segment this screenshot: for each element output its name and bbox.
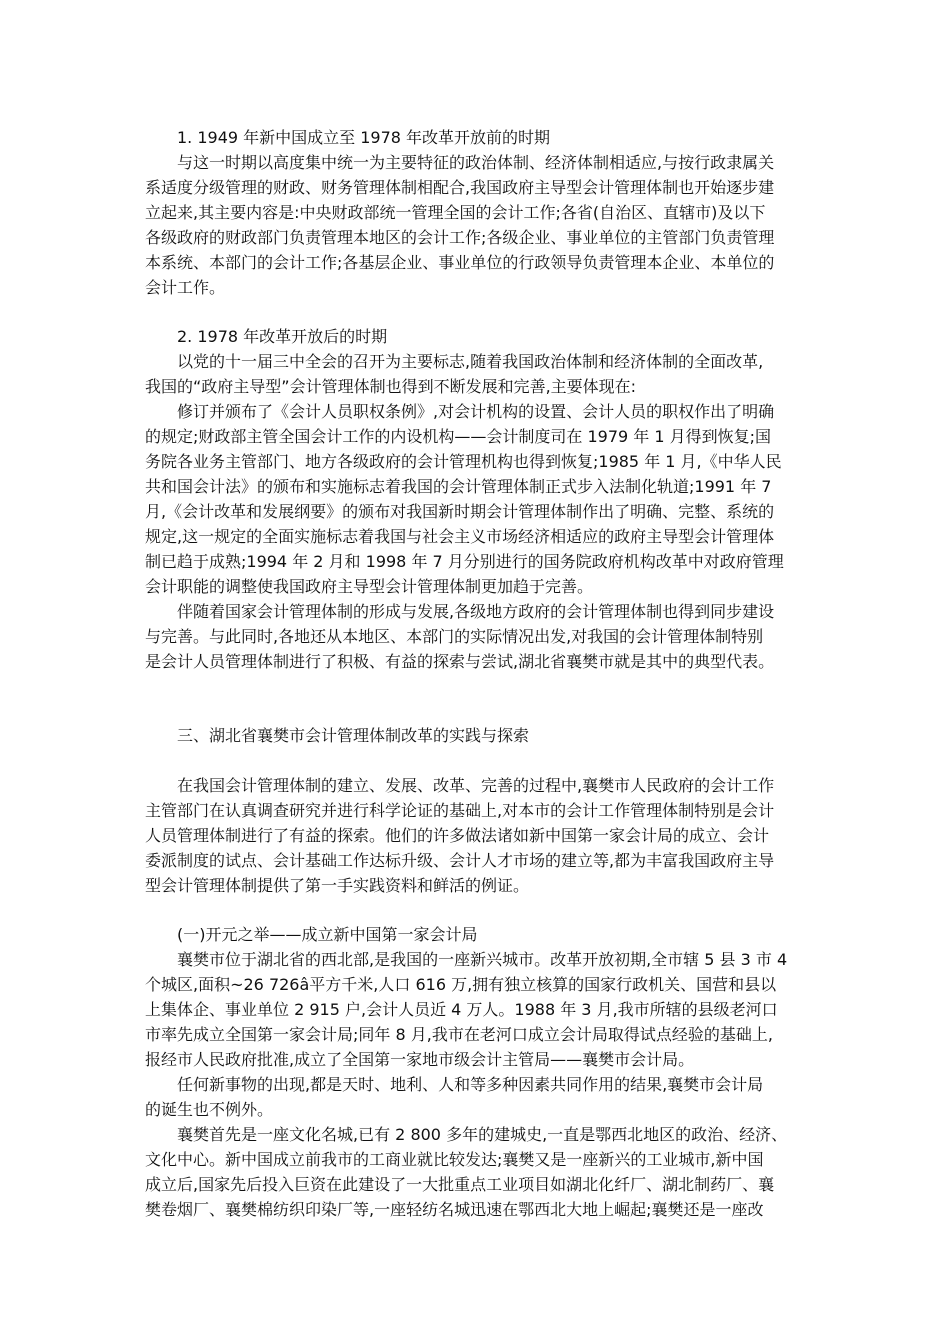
paragraph-line: 务院各业务主管部门、地方各级政府的会计管理机构也得到恢复;1985 年 1 月,《中华人民 [145,452,782,471]
paragraph-line: 人员管理体制进行了有益的探索。他们的许多做法诸如新中国第一家会计局的成立、会计 [145,826,770,845]
paragraph-line: 本系统、本部门的会计工作;各基层企业、事业单位的行政领导负责管理本企业、本单位的 [145,253,775,272]
paragraph-line: 市率先成立全国第一家会计局;同年 8 月,我市在老河口成立会计局取得试点经验的基础上, [145,1025,773,1044]
section-heading: 三、湖北省襄樊市会计管理体制改革的实践与探索 [177,726,530,745]
paragraph-line: 主管部门在认真调查研究并进行科学论证的基础上,对本市的会计工作管理体制特别是会计 [145,801,775,820]
paragraph-line: 会计工作。 [145,278,226,297]
paragraph-line: 系适度分级管理的财政、财务管理体制相配合,我国政府主导型会计管理体制也开始逐步建 [145,178,775,197]
paragraph-line: 上集体企、事业单位 2 915 户,会计人员近 4 万人。1988 年 3 月,我市所辖的县级老河口 [145,1000,778,1019]
paragraph-line: 制已趋于成熟;1994 年 2 月和 1998 年 7 月分别进行的国务院政府机构改革中对政府管理 [145,552,784,571]
paragraph-line: 以党的十一届三中全会的召开为主要标志,随着我国政治体制和经济体制的全面改革, [177,352,764,371]
paragraph-line: 立起来,其主要内容是:中央财政部统一管理全国的会计工作;各省(自治区、直辖市)及以下 [145,203,766,222]
paragraph-line: 的规定;财政部主管全国会计工作的内设机构——会计制度司在 1979 年 1 月得到恢复;国 [145,427,772,446]
section-heading: 1. 1949 年新中国成立至 1978 年改革开放前的时期 [177,128,551,147]
paragraph-line: 共和国会计法》的颁布和实施标志着我国的会计管理体制正式步入法制化轨道;1991 年 7 [145,477,772,496]
paragraph-line: 伴随着国家会计管理体制的形成与发展,各级地方政府的会计管理体制也得到同步建设 [177,602,775,621]
paragraph-line: 个城区,面积~26 726â平方千米,人口 616 万,拥有独立核算的国家行政机关、国营和县以 [145,975,777,994]
paragraph-line: 襄樊市位于湖北省的西北部,是我国的一座新兴城市。改革开放初期,全市辖 5 县 3 市 4 [177,950,788,969]
section-heading: (一)开元之举——成立新中国第一家会计局 [177,925,478,944]
paragraph-line: 委派制度的试点、会计基础工作达标升级、会计人才市场的建立等,都为丰富我国政府主导 [145,851,775,870]
paragraph-line: 在我国会计管理体制的建立、发展、改革、完善的过程中,襄樊市人民政府的会计工作 [177,776,775,795]
paragraph-line: 是会计人员管理体制进行了积极、有益的探索与尝试,湖北省襄樊市就是其中的典型代表。 [145,652,775,671]
section-heading: 2. 1978 年改革开放后的时期 [177,327,388,346]
paragraph-line: 成立后,国家先后投入巨资在此建设了一大批重点工业项目如湖北化纤厂、湖北制药厂、襄 [145,1175,775,1194]
paragraph-line: 与完善。与此同时,各地还从本地区、本部门的实际情况出发,对我国的会计管理体制特别 [145,627,764,646]
paragraph-line: 襄樊首先是一座文化名城,已有 2 800 多年的建城史,一直是鄂西北地区的政治、经济、 [177,1125,788,1144]
paragraph-line: 型会计管理体制提供了第一手实践资料和鲜活的例证。 [145,876,530,895]
paragraph-line: 规定,这一规定的全面实施标志着我国与社会主义市场经济相适应的政府主导型会计管理体 [145,527,775,546]
paragraph-line: 我国的“政府主导型”会计管理体制也得到不断发展和完善,主要体现在: [145,377,637,396]
paragraph-line: 修订并颁布了《会计人员职权条例》,对会计机构的设置、会计人员的职权作出了明确 [177,402,775,421]
paragraph-line: 与这一时期以高度集中统一为主要特征的政治体制、经济体制相适应,与按行政隶属关 [177,153,775,172]
paragraph-line: 会计职能的调整使我国政府主导型会计管理体制更加趋于完善。 [145,577,594,596]
paragraph-line: 文化中心。新中国成立前我市的工商业就比较发达;襄樊又是一座新兴的工业城市,新中国 [145,1150,764,1169]
paragraph-line: 月,《会计改革和发展纲要》的颁布对我国新时期会计管理体制作出了明确、完整、系统的 [145,502,775,521]
paragraph-line: 各级政府的财政部门负责管理本地区的会计工作;各级企业、事业单位的主管部门负责管理 [145,228,775,247]
paragraph-line: 的诞生也不例外。 [145,1100,274,1119]
paragraph-line: 樊卷烟厂、襄樊棉纺织印染厂等,一座轻纺名城迅速在鄂西北大地上崛起;襄樊还是一座改 [145,1200,764,1219]
paragraph-line: 报经市人民政府批准,成立了全国第一家地市级会计主管局——襄樊市会计局。 [145,1050,695,1069]
paragraph-line: 任何新事物的出现,都是天时、地利、人和等多种因素共同作用的结果,襄樊市会计局 [177,1075,764,1094]
